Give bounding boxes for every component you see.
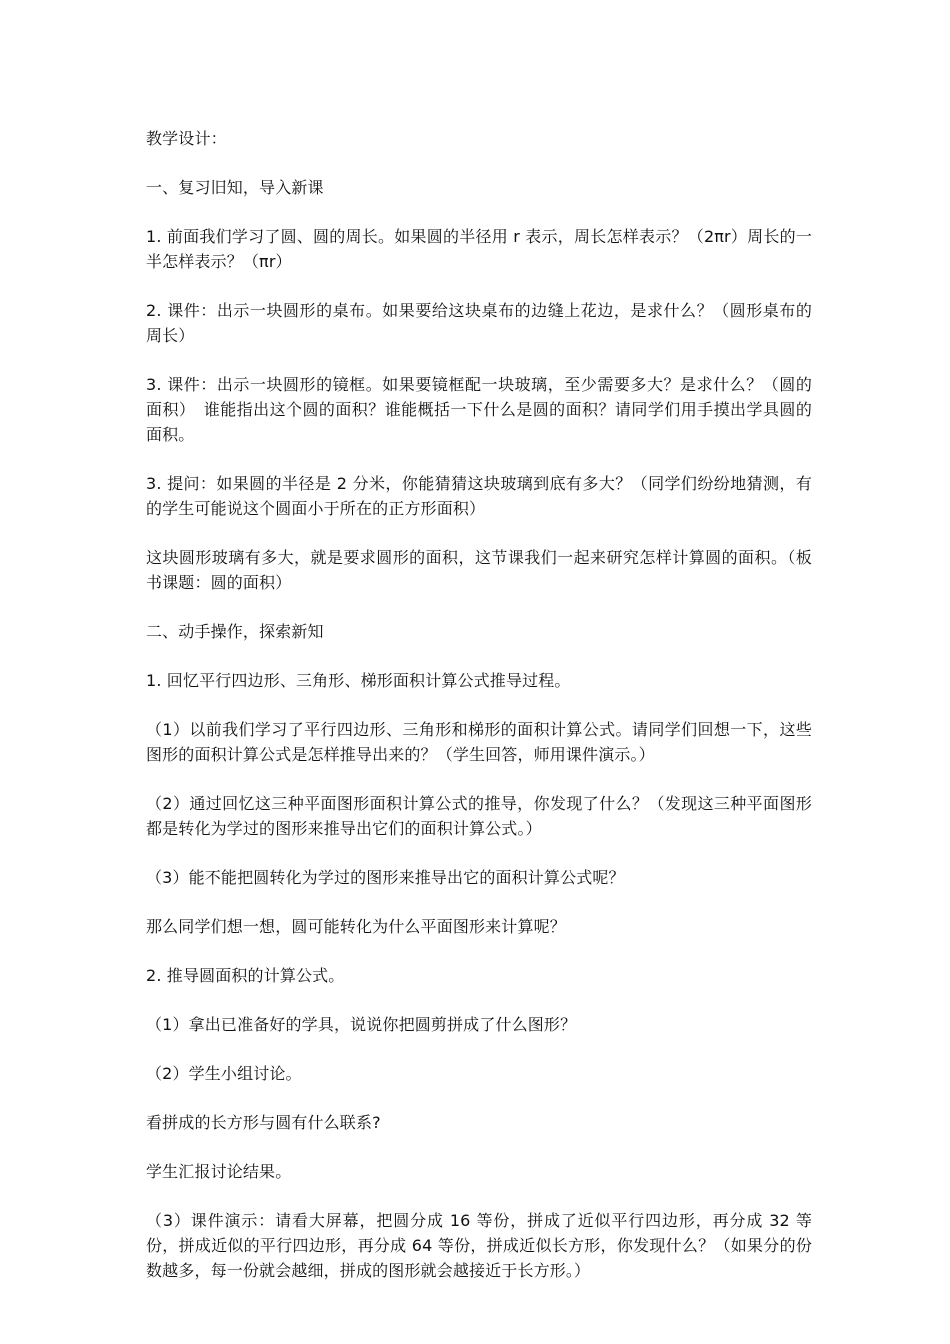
paragraph-think-question: 那么同学们想一想，圆可能转化为什么平面图形来计算呢？: [146, 917, 566, 936]
paragraph-derive-formula: 2. 推导圆面积的计算公式。: [146, 966, 345, 985]
paragraph-circumference-question: 1. 前面我们学习了圆、圆的周长。如果圆的半径用 r 表示，周长怎样表示？（2πr）周长的一半怎样表示？（πr）: [146, 227, 812, 271]
paragraph-recall-formulas: 1. 回忆平行四边形、三角形、梯形面积计算公式推导过程。: [146, 671, 571, 690]
document-body: [146, 126, 812, 1307]
paragraph-mirror-frame: 3. 课件：出示一块圆形的镜框。如果要镜框配一块玻璃，至少需要多大？是求什么？（圆的面积） 谁能指出这个圆的面积？谁能概括一下什么是圆的面积？请同学们用手摸出学具圆的面积。: [146, 375, 812, 444]
paragraph-step-2: （2）通过回忆这三种平面图形面积计算公式的推导，你发现了什么？（发现这三种平面图形都是转化为学过的图形来推导出它们的面积计算公式。）: [146, 794, 812, 838]
section-heading-review: 一、复习旧知，导入新课: [146, 178, 324, 197]
paragraph-report-results: 学生汇报讨论结果。: [146, 1162, 292, 1181]
paragraph-cut-circle: （1）拿出已准备好的学具，说说你把圆剪拼成了什么图形？: [146, 1015, 577, 1034]
paragraph-step-3: （3）能不能把圆转化为学过的图形来推导出它的面积计算公式呢？: [146, 868, 625, 887]
paragraph-tablecloth: 2. 课件：出示一块圆形的桌布。如果要给这块桌布的边缝上花边，是求什么？（圆形桌布的周长）: [146, 301, 812, 345]
paragraph-lesson-intro: 这块圆形玻璃有多大，就是要求圆形的面积，这节课我们一起来研究怎样计算圆的面积。（板书课题：圆的面积）: [146, 548, 812, 592]
section-heading-explore: 二、动手操作，探索新知: [146, 622, 324, 641]
section-title: 教学设计：: [146, 129, 227, 148]
paragraph-group-discussion: （2）学生小组讨论。: [146, 1064, 302, 1083]
paragraph-rectangle-relation: 看拼成的长方形与圆有什么联系?: [146, 1113, 381, 1132]
paragraph-radius-question: 3. 提问：如果圆的半径是 2 分米，你能猜猜这块玻璃到底有多大？（同学们纷纷地猜测，有的学生可能说这个圆面小于所在的正方形面积）: [146, 474, 812, 518]
paragraph-step-1: （1）以前我们学习了平行四边形、三角形和梯形的面积计算公式。请同学们回想一下，这些图形的面积计算公式是怎样推导出来的？（学生回答，师用课件演示。）: [146, 720, 812, 764]
paragraph-courseware-demo: （3）课件演示：请看大屏幕，把圆分成 16 等份，拼成了近似平行四边形，再分成 32 等份，拼成近似的平行四边形，再分成 64 等份，拼成近似长方形，你发现什么？（如果分的份数越多，每一份就会越细，拼成的图形就会越接近于长方形。）: [146, 1211, 812, 1280]
